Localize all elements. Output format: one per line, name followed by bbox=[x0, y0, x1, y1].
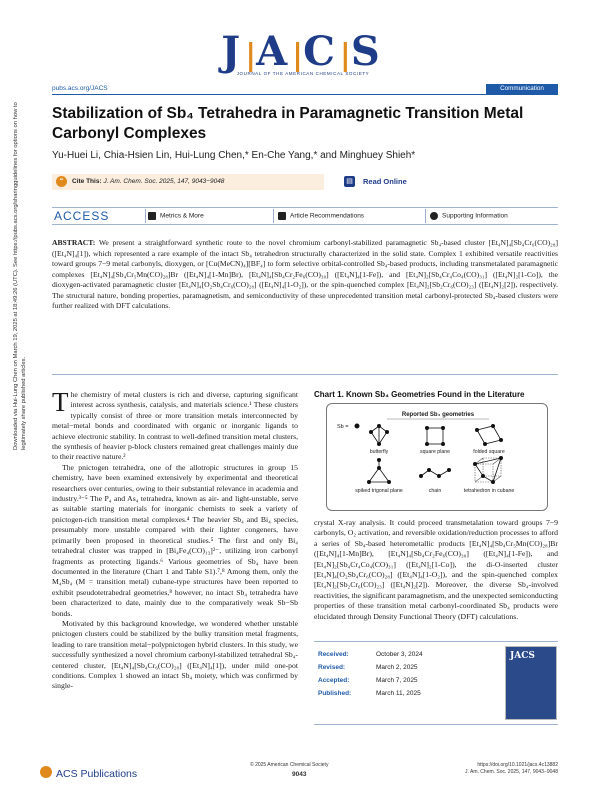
dropcap: T bbox=[52, 387, 69, 417]
header-divider bbox=[52, 94, 558, 95]
document-icon bbox=[278, 212, 286, 220]
square-plane-geometry-icon bbox=[425, 426, 445, 446]
journal-subtitle: JOURNAL OF THE AMERICAN CHEMICAL SOCIETY bbox=[236, 71, 370, 76]
download-note bbox=[0, 102, 40, 600]
abstract-divider bbox=[52, 374, 558, 375]
date-label: Received: bbox=[318, 651, 349, 658]
access-label: ACCESS bbox=[54, 209, 110, 223]
read-online-icon[interactable]: ▤ bbox=[344, 176, 355, 187]
metrics-label: Metrics & More bbox=[160, 212, 204, 220]
copyright: © 2025 American Chemical Society bbox=[250, 762, 329, 768]
paragraph: crystal X-ray analysis. It could proceed transmetalation toward groups 7−9 carbonyls, O₂ activation, and reversible oxidation/reduction processes to afford a series of Sb₄-based heterometallic products [Et₄N]₄[Sb₄Cr₅Mn(CO)₂₈]Br ([Et₄N]₄[1-Mn]Br), [Et₄N]₄[Sb₄Cr₂Fe₆(CO)₃₀] ([Et₄N]₄[1-Fe]), and [Et₄N]₂[Sb₄Cr₄Co₄(CO)₃₁] ([Et₄N]₂[1-Co]), the di-O-inserted cluster [Et₄N]₄[O₂Sb₄Cr₆(CO)₂₈] ([Et₄N]₄[1-O₂]), and the spin-quenched complex [Et₄N]₂[Sb₂Cr₆(CO)₂₃] ([Et₄N]₂[2]). Moreover, the diverse Sb₄-involved reactivities, the significant paramagnetism, and the unexpected semiconducting properties of these transition metal carbonyl-coordinated Sb₄ products were elucidated through Density Functional Theory (DFT) calculations. bbox=[314, 518, 558, 621]
supporting-info-link[interactable] bbox=[430, 212, 508, 220]
date-value: March 11, 2025 bbox=[376, 690, 421, 697]
abstract bbox=[52, 238, 558, 312]
footer-citation: J. Am. Chem. Soc. 2025, 147, 9043−9048 bbox=[465, 769, 558, 775]
doi-link[interactable]: https://doi.org/10.1021/jacs.4c13882 bbox=[477, 762, 558, 768]
spiked-trigonal-plane-geometry-icon bbox=[367, 458, 391, 484]
date-value: March 2, 2025 bbox=[376, 664, 418, 671]
chart-label: spiked trigonal plane bbox=[355, 488, 403, 494]
author-list[interactable]: Yu-Huei Li, Chia-Hsien Lin, Hui-Lung Chen,* En-Che Yang,* and Minghuey Shieh* bbox=[52, 150, 416, 161]
date-revised bbox=[318, 664, 418, 671]
butterfly-geometry-icon bbox=[369, 424, 389, 446]
acs-logo-icon bbox=[40, 766, 52, 778]
date-label: Accepted: bbox=[318, 677, 350, 684]
quote-icon: “ bbox=[56, 176, 67, 187]
folded-square-geometry-icon bbox=[475, 424, 503, 446]
paragraph: Motivated by this background knowledge, we wondered whether unstable pnictogen clusters could be stabilized by the bulky transition metal fragments, leading to rare transition metal−polypnictogen hybrid clusters. In this study, we successfully synthesized a novel chromium carbonyl-stabilized tetrahedral Sb₄-centered cluster, [Et₄N]₄[Sb₄Cr₆(CO)₂₈] ([Et₄N]₄[1]), under mild one-pot conditions. Complex 1 showed an intact Sb₄ moiety, which was confirmed by single- bbox=[52, 618, 298, 691]
abstract-heading: ABSTRACT: bbox=[52, 238, 96, 247]
article-type-badge: Communication bbox=[486, 84, 558, 94]
tetrahedron-in-cubane-geometry-icon bbox=[473, 456, 503, 484]
chart-label: tetrahedron in cubane bbox=[463, 488, 515, 494]
recommendations-link[interactable] bbox=[278, 212, 364, 220]
logo-letter: A bbox=[256, 28, 293, 75]
divider bbox=[425, 209, 426, 223]
bar-chart-icon bbox=[148, 212, 156, 220]
supporting-label: Supporting Information bbox=[442, 212, 508, 220]
date-value: March 7, 2025 bbox=[376, 677, 418, 684]
cite-label: Cite This: bbox=[72, 178, 102, 185]
body-right-column bbox=[314, 518, 558, 622]
cite-text[interactable] bbox=[72, 178, 224, 185]
paragraph-text: he chemistry of metal clusters is rich and diverse, capturing significant interest across synthesis, catalysis, and materials science.¹ These clusters typically consist of three or more transition metals interconnected by metal−metal bonds and coordinated with organic or inorganic ligands to achieve electronic stability. In contrast to well-defined transition metal clusters, the synthesis of heavier p-block clusters remained great challenges mainly due to their reactive nature.² bbox=[52, 390, 298, 462]
journal-logo: J|A|C|S bbox=[221, 28, 385, 75]
divider bbox=[145, 209, 146, 223]
chart-label: folded square bbox=[473, 449, 505, 455]
footer-doi bbox=[452, 762, 558, 776]
supporting-info-icon bbox=[430, 212, 438, 220]
recommendations-label: Article Recommendations bbox=[290, 212, 365, 220]
body-left-column bbox=[52, 387, 298, 692]
citation: J. Am. Chem. Soc. 2025, 147, 9043−9048 bbox=[103, 178, 225, 185]
date-accepted bbox=[318, 677, 418, 684]
paragraph: The pnictogen tetrahedra, one of the allotropic structures in group 15 chemistry, have been examined extensively by experimental and theoretical researchers over centuries, owing to their substantial relevance in academia and industry.³⁻⁵ The P₄ and As₄ tetrahedra, known as air- and light-unstable, serve as suitable starting materials for inorganic chemists to seek a variety of pnictogen-rich transition metal complexes.⁴ The heavier Sb₄ and Bi₄ species, presumably more unstable compared with their lighter congeners, have primarily been proposed in theoretical studies.⁵ The first and only Bi₄ tetrahedral cluster was trapped in [Bi₄Fe₄(CO)₁₃]²⁻, utilizing iron carbonyl fragments as protecting ligands.⁶ Various geometries of Sb₄ have been documented in the literature (Chart 1 and Table S1).⁷,⁸ Among them, only the M₄Sb₄ (M = transition metal) cubane-type structures have been reported to exhibit pseudotetrahedral geometries,⁸ however, no intact Sb₄ tetrahedra have been characterized to date, mainly due to the comparatively weak Sb−Sb bonds. bbox=[52, 462, 298, 618]
date-received bbox=[318, 651, 423, 658]
abstract-text: We present a straightforward synthetic route to the novel chromium carbonyl-stabilized paramagnetic Sb₄-based cluster [Et₄N]₄[Sb₄Cr₆(CO)₂₈] ([Et₄N]₄[1]), which represented a rare example of the intact Sb₄ tetrahedron structurally characterized in the solid state. Complex 1 exhibited versatile reactivities toward groups 7−9 metal carbonyls, dioxygen, or [Cu(MeCN)₄][BF₄] to form selective orbital-controlled Sb₄-based products, including transmetalated paramagnetic complexes [Et₄N]₄[Sb₄Cr₅Mn(CO)₂₈]Br ([Et₄N]₄[1-Mn]Br), [Et₄N]₄[Sb₄Cr₂Fe₆(CO)₃₀] ([Et₄N]₄[1-Fe]), and [Et₄N]₂[Sb₄Cr₄Co₄(CO)₃₁] ([Et₄N]₂[1-Co]), the dioxygen-activated paramagnetic cluster [Et₄N]₄[O₂Sb₄Cr₆(CO)₂₈] ([Et₄N]₄[1-O₂]), or the spin-quenched complex [Et₄N]₂[Sb₂Cr₆(CO)₂₃] ([Et₄N]₂[2]), respectively. The structural nature, bonding properties, paramagnetism, and semiconductivity of these unprecedented transition metal carbonyl-protected Sb₄-based clusters were further realized with DFT calculations. bbox=[52, 238, 558, 310]
date-value: October 3, 2024 bbox=[376, 651, 423, 658]
cover-title: JACS bbox=[510, 651, 535, 661]
chart-header: Reported Sb₄ geometries bbox=[401, 412, 475, 418]
paragraph bbox=[52, 387, 298, 463]
logo-letter: C bbox=[303, 28, 340, 75]
read-online-button[interactable]: Read Online bbox=[363, 177, 407, 186]
date-published bbox=[318, 690, 421, 697]
chart-figure bbox=[326, 403, 548, 511]
chart-title: Chart 1. Known Sb₄ Geometries Found in the Literature bbox=[314, 390, 525, 399]
page-number: 9043 bbox=[292, 771, 307, 778]
metrics-link[interactable] bbox=[148, 212, 204, 220]
logo-letter: J bbox=[221, 28, 246, 75]
logo-letter: S bbox=[350, 28, 385, 75]
journal-cover-thumbnail[interactable] bbox=[505, 646, 557, 720]
sb-atom-icon bbox=[355, 424, 360, 429]
pubs-link[interactable]: pubs.acs.org/JACS bbox=[52, 85, 108, 92]
chart-label: chain bbox=[428, 488, 442, 494]
article-title: Stabilization of Sb₄ Tetrahedra in Paramagnetic Transition Metal Carbonyl Complexes bbox=[52, 105, 524, 142]
date-label: Published: bbox=[318, 690, 352, 697]
sb-legend: Sb = bbox=[337, 424, 349, 430]
chart-label: square plane bbox=[420, 449, 450, 455]
chart-label: butterfly bbox=[369, 449, 389, 455]
sb4-geometries-figure bbox=[327, 404, 549, 512]
chain-geometry-icon bbox=[419, 468, 451, 478]
publisher-name[interactable]: ACS Publications bbox=[56, 768, 138, 780]
divider bbox=[273, 209, 274, 223]
date-label: Revised: bbox=[318, 664, 346, 671]
download-note-text: Downloaded via Hui-Lung Chen on March 19, 2025 at 18:49:26 (UTC). See https://pubs.acs.org/sharingguidelines for options on how to legitimately share published articles. bbox=[13, 102, 27, 450]
